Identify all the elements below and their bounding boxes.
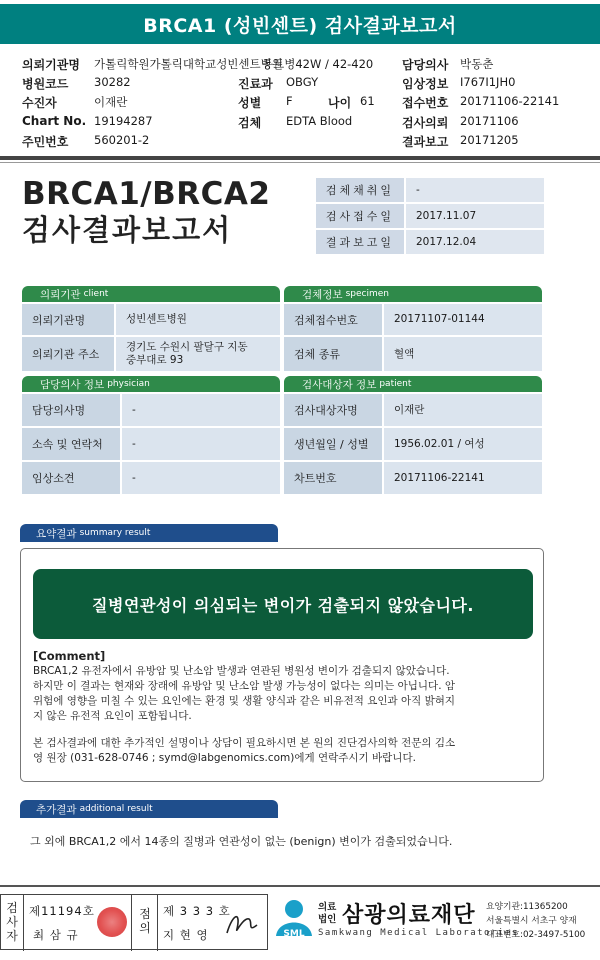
table-value: 이재란 [384, 394, 542, 426]
table-row [284, 428, 542, 460]
divider [0, 156, 600, 160]
meta-label: 결과보고 [402, 135, 449, 149]
confirmer-name: 지 현 영 [163, 928, 209, 942]
summary-head-en: summary result [79, 528, 151, 538]
physician-table [22, 394, 280, 496]
meta-label: 수진자 [22, 96, 57, 110]
summary-head: 요약결과 [36, 527, 77, 540]
additional-result-text: 그 외에 BRCA1,2 에서 14종의 질병과 연관성이 없는 (benign) 변이가 검출되었습니다. [30, 835, 453, 848]
meta-label: 임상정보 [402, 77, 449, 91]
org-type-line: 의료 [318, 902, 337, 913]
table-value: - [122, 394, 280, 426]
address-line-2: 중부대로 93 [126, 354, 184, 366]
table-row [22, 462, 280, 494]
meta-label: 의뢰기관명 [22, 58, 80, 72]
contact-line: 본 검사결과에 대한 추가적인 설명이나 상담이 필요하시면 본 원의 진단검사의학 전문의 김소 [33, 737, 456, 749]
table-value: - [122, 428, 280, 460]
comment-line: 위험에 영향을 미칠 수 있는 요인에는 환경 및 생활 양식과 같은 비유전적 요인과 아직 밝혀지 [33, 695, 456, 707]
specimen-head: 검체정보 [302, 288, 343, 301]
client-head-en: client [83, 289, 109, 299]
physician-head-en: physician [107, 379, 150, 389]
address-line-1: 경기도 수원시 팔달구 지동 [126, 341, 248, 353]
title-line-1: BRCA1/BRCA2 [22, 176, 271, 212]
patient-table [284, 394, 542, 496]
meta-value: 20171106 [460, 114, 519, 128]
date-label: 결과보고일 [316, 230, 404, 254]
signature-box [0, 894, 268, 950]
sml-logo-icon [272, 896, 316, 944]
additional-section-head [20, 800, 278, 818]
summary-section-head [20, 524, 278, 542]
dates-table [316, 178, 544, 256]
meta-value: 560201-2 [94, 133, 150, 147]
meta-value: 20171106-22141 [460, 94, 560, 108]
table-value: 혈액 [384, 337, 542, 371]
table-value [116, 337, 280, 371]
meta-label: 진료과 [238, 77, 273, 91]
role-char: 자 [6, 929, 18, 943]
date-label: 검사접수일 [316, 204, 404, 228]
report-banner-title: BRCA1 (성빈센트) 검사결과보고서 [0, 4, 600, 44]
meta-label: Chart No. [22, 114, 87, 128]
org-type-label [318, 902, 336, 926]
org-type-line: 법인 [318, 914, 337, 925]
organization-info [486, 900, 585, 942]
divider [23, 895, 24, 951]
role-char: 점 [139, 907, 151, 921]
meta-value: 가톨릭학원가톨릭대학교성빈센트병원 [94, 57, 283, 71]
meta-label: 병원코드 [22, 77, 69, 91]
organization-english-name: Samkwang Medical Laboratories [318, 928, 519, 938]
meta-label: 검사의뢰 [402, 116, 449, 130]
client-head: 의뢰기관 [40, 288, 81, 301]
physician-head: 담당의사 정보 [40, 378, 105, 391]
comment-heading: [Comment] [33, 649, 106, 663]
client-table [22, 304, 280, 373]
license-number-2: 제 3 3 3 호 [163, 904, 231, 918]
meta-label: 주민번호 [22, 135, 69, 149]
date-row [316, 230, 544, 254]
table-value: 20171106-22141 [384, 462, 542, 494]
comment-block [33, 649, 533, 766]
role-char: 의 [139, 921, 151, 935]
patient-head-en: patient [379, 379, 412, 389]
role-char: 사 [6, 915, 18, 929]
meta-value: EDTA Blood [286, 114, 353, 128]
table-value: - [122, 462, 280, 494]
table-label: 검체 종류 [284, 337, 382, 371]
table-label: 검사대상자명 [284, 394, 382, 426]
meta-value: 30282 [94, 75, 131, 89]
license-number-1: 제11194호 [29, 904, 95, 918]
top-banner [0, 0, 600, 50]
meta-value: 동트병42W / 42-420 [262, 57, 374, 71]
table-row [22, 394, 280, 426]
additional-head-en: additional result [79, 804, 153, 814]
table-label: 소속 및 연락처 [22, 428, 120, 460]
divider [131, 895, 132, 951]
table-row [284, 462, 542, 494]
meta-value: 61 [360, 94, 375, 108]
meta-value: 박동춘 [460, 57, 494, 71]
contact-line: 영 원장 (031-628-0746 ; symd@labgenomics.com)에게 연락주시기 바랍니다. [33, 752, 416, 764]
date-label: 검체채취일 [316, 178, 404, 202]
organization-block [272, 896, 600, 948]
divider [157, 895, 158, 951]
specimen-table [284, 304, 542, 373]
meta-value: OBGY [286, 75, 319, 89]
table-row [22, 428, 280, 460]
meta-value: F [286, 94, 293, 108]
meta-label: 나이 [328, 96, 352, 110]
date-value: 2017.11.07 [406, 204, 544, 228]
client-section-head [22, 286, 280, 302]
table-row [284, 337, 542, 371]
table-label: 의뢰기관 주소 [22, 337, 114, 371]
table-value: 성빈센트병원 [116, 304, 280, 335]
meta-value: 이재란 [94, 95, 128, 109]
summary-result-banner: 질병연관성이 의심되는 변이가 검출되지 않았습니다. [33, 569, 533, 639]
organization-name: 삼광의료재단 [342, 903, 476, 928]
document-title [22, 176, 270, 248]
comment-line: 하지만 이 결과는 현재와 장래에 유방암 및 난소암 발생 가능성이 없다는 의미는 아닙니다. 암 [33, 680, 456, 692]
table-value: 20171107-01144 [384, 304, 542, 335]
physician-section-head [22, 376, 280, 392]
table-label: 차트번호 [284, 462, 382, 494]
role-label-examiner [4, 901, 20, 943]
divider [0, 885, 600, 887]
additional-head: 추가결과 [36, 803, 77, 816]
specimen-section-head [284, 286, 542, 302]
comment-line: 지 않은 유전적 요인이 포함됩니다. [33, 710, 192, 722]
table-label: 생년월일 / 성별 [284, 428, 382, 460]
logo-text: SML [283, 929, 305, 939]
examiner-name: 최 삼 규 [33, 928, 79, 942]
date-row [316, 178, 544, 202]
table-value: 1956.02.01 / 여성 [384, 428, 542, 460]
meta-label: 접수번호 [402, 96, 449, 110]
specimen-head-en: specimen [345, 289, 389, 299]
summary-box [20, 548, 544, 782]
info-line: 대표번호:02-3497-5100 [486, 930, 586, 940]
table-label: 의뢰기관명 [22, 304, 114, 335]
patient-head: 검사대상자 정보 [302, 378, 377, 391]
meta-label: 담당의사 [402, 58, 449, 72]
divider [0, 162, 600, 163]
table-row [22, 337, 280, 371]
meta-label: 검체 [238, 116, 262, 130]
role-label-confirm [137, 907, 153, 935]
date-value: 2017.12.04 [406, 230, 544, 254]
table-row [284, 394, 542, 426]
patient-section-head [284, 376, 542, 392]
meta-value: 20171205 [460, 133, 519, 147]
title-line-2: 검사결과보고서 [22, 213, 233, 247]
table-row [22, 304, 280, 335]
info-line: 서울특별시 서초구 양재 [486, 916, 577, 926]
info-line: 요양기관:11365200 [486, 902, 568, 912]
header-meta [0, 50, 600, 156]
table-label: 담당의사명 [22, 394, 120, 426]
red-seal-stamp [97, 907, 127, 937]
table-label: 검체접수번호 [284, 304, 382, 335]
date-value: - [406, 178, 544, 202]
table-row [284, 304, 542, 335]
date-row [316, 204, 544, 228]
table-label: 임상소견 [22, 462, 120, 494]
meta-value: 19194287 [94, 114, 153, 128]
meta-label: 성별 [238, 96, 262, 110]
comment-line: BRCA1,2 유전자에서 유방암 및 난소암 발생과 연관된 병원성 변이가 검출되지 않았습니다. [33, 665, 450, 677]
meta-value: I767I1JH0 [460, 75, 516, 89]
role-char: 검 [6, 901, 18, 915]
handwritten-signature [223, 907, 263, 939]
